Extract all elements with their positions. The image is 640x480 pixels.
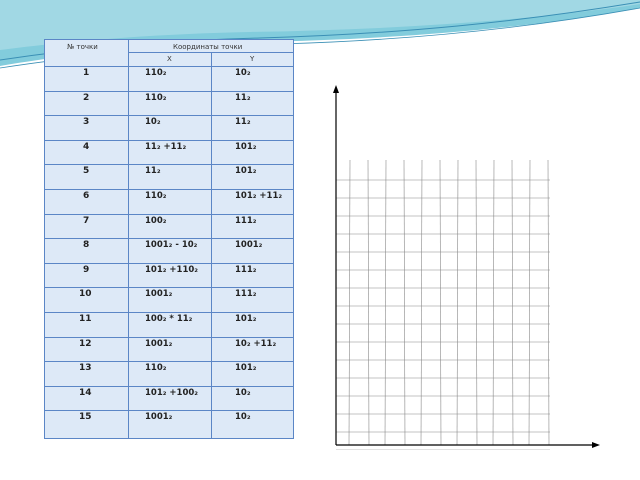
x-value: 110₂	[145, 92, 167, 103]
point-number: 6	[83, 191, 90, 201]
y-value: 10₂	[235, 387, 251, 398]
row-divider	[45, 91, 293, 92]
x-value: 101₂ +100₂	[145, 387, 199, 398]
point-number: 9	[83, 264, 90, 275]
grid-line	[349, 160, 350, 445]
x-axis-arrow-icon	[592, 442, 600, 448]
y-value: 101₂	[235, 141, 257, 152]
grid-line	[529, 160, 530, 445]
row-divider	[45, 189, 293, 190]
y-value: 11₂	[235, 117, 251, 128]
y-value: 111₂	[235, 289, 257, 300]
row-divider	[45, 238, 293, 239]
point-number: 15	[79, 412, 92, 423]
point-number: 1	[83, 68, 90, 78]
x-value: 110₂	[145, 68, 167, 78]
row-divider	[45, 386, 293, 387]
row-divider	[45, 337, 293, 338]
header-x: X	[167, 55, 172, 63]
header-point-number: № точки	[67, 43, 98, 51]
grid-line	[548, 160, 549, 445]
x-value: 11₂	[145, 166, 161, 177]
row-divider	[45, 361, 293, 362]
y-value: 101₂	[235, 166, 257, 177]
point-number: 4	[83, 141, 90, 152]
x-value: 101₂ +110₂	[145, 264, 199, 275]
x-value: 100₂	[145, 215, 167, 226]
y-value: 111₂	[235, 215, 257, 226]
coordinate-grid	[330, 85, 610, 450]
y-value: 1001₂	[235, 240, 263, 251]
row-divider	[45, 287, 293, 288]
y-value: 10₂	[235, 68, 251, 78]
header-coordinates: Координаты точки	[173, 43, 243, 51]
grid-line	[385, 160, 386, 445]
row-divider	[45, 140, 293, 141]
y-axis-arrow-icon	[333, 85, 339, 93]
y-value: 10₂ +11₂	[235, 338, 277, 349]
row-divider	[45, 66, 293, 67]
grid-line	[476, 160, 477, 445]
grid-line	[421, 160, 422, 445]
point-number: 13	[79, 363, 92, 374]
point-number: 2	[83, 92, 90, 103]
row-divider	[45, 214, 293, 215]
grid-line	[512, 160, 513, 445]
x-value: 1001₂	[145, 412, 173, 423]
y-value: 111₂	[235, 264, 257, 275]
point-number: 3	[83, 117, 90, 128]
y-value: 101₂ +11₂	[235, 191, 283, 201]
point-number: 12	[79, 338, 92, 349]
column-divider	[211, 52, 212, 438]
row-divider	[45, 410, 293, 411]
point-number: 7	[83, 215, 90, 226]
grid-line	[440, 160, 441, 445]
y-value: 10₂	[235, 412, 251, 423]
row-divider	[45, 312, 293, 313]
row-divider	[128, 52, 293, 53]
point-number: 10	[79, 289, 92, 300]
y-value: 101₂	[235, 314, 257, 324]
point-number: 14	[79, 387, 92, 398]
x-value: 11₂ +11₂	[145, 141, 187, 152]
x-value: 110₂	[145, 191, 167, 201]
point-number: 8	[83, 240, 90, 251]
point-number: 11	[79, 314, 92, 324]
x-value: 10₂	[145, 117, 161, 128]
y-value: 11₂	[235, 92, 251, 103]
x-value: 100₂ * 11₂	[145, 314, 193, 324]
grid-line	[493, 160, 494, 445]
grid-line	[404, 160, 405, 445]
row-divider	[45, 164, 293, 165]
x-value: 1001₂	[145, 289, 173, 300]
grid-line	[368, 160, 369, 445]
grid-line	[457, 160, 458, 445]
x-value: 110₂	[145, 363, 167, 374]
header-y: Y	[250, 55, 255, 63]
coordinates-table	[44, 39, 294, 439]
point-number: 5	[83, 166, 90, 177]
y-value: 101₂	[235, 363, 257, 374]
x-value: 1001₂ - 10₂	[145, 240, 198, 251]
x-value: 1001₂	[145, 338, 173, 349]
row-divider	[45, 263, 293, 264]
row-divider	[45, 115, 293, 116]
